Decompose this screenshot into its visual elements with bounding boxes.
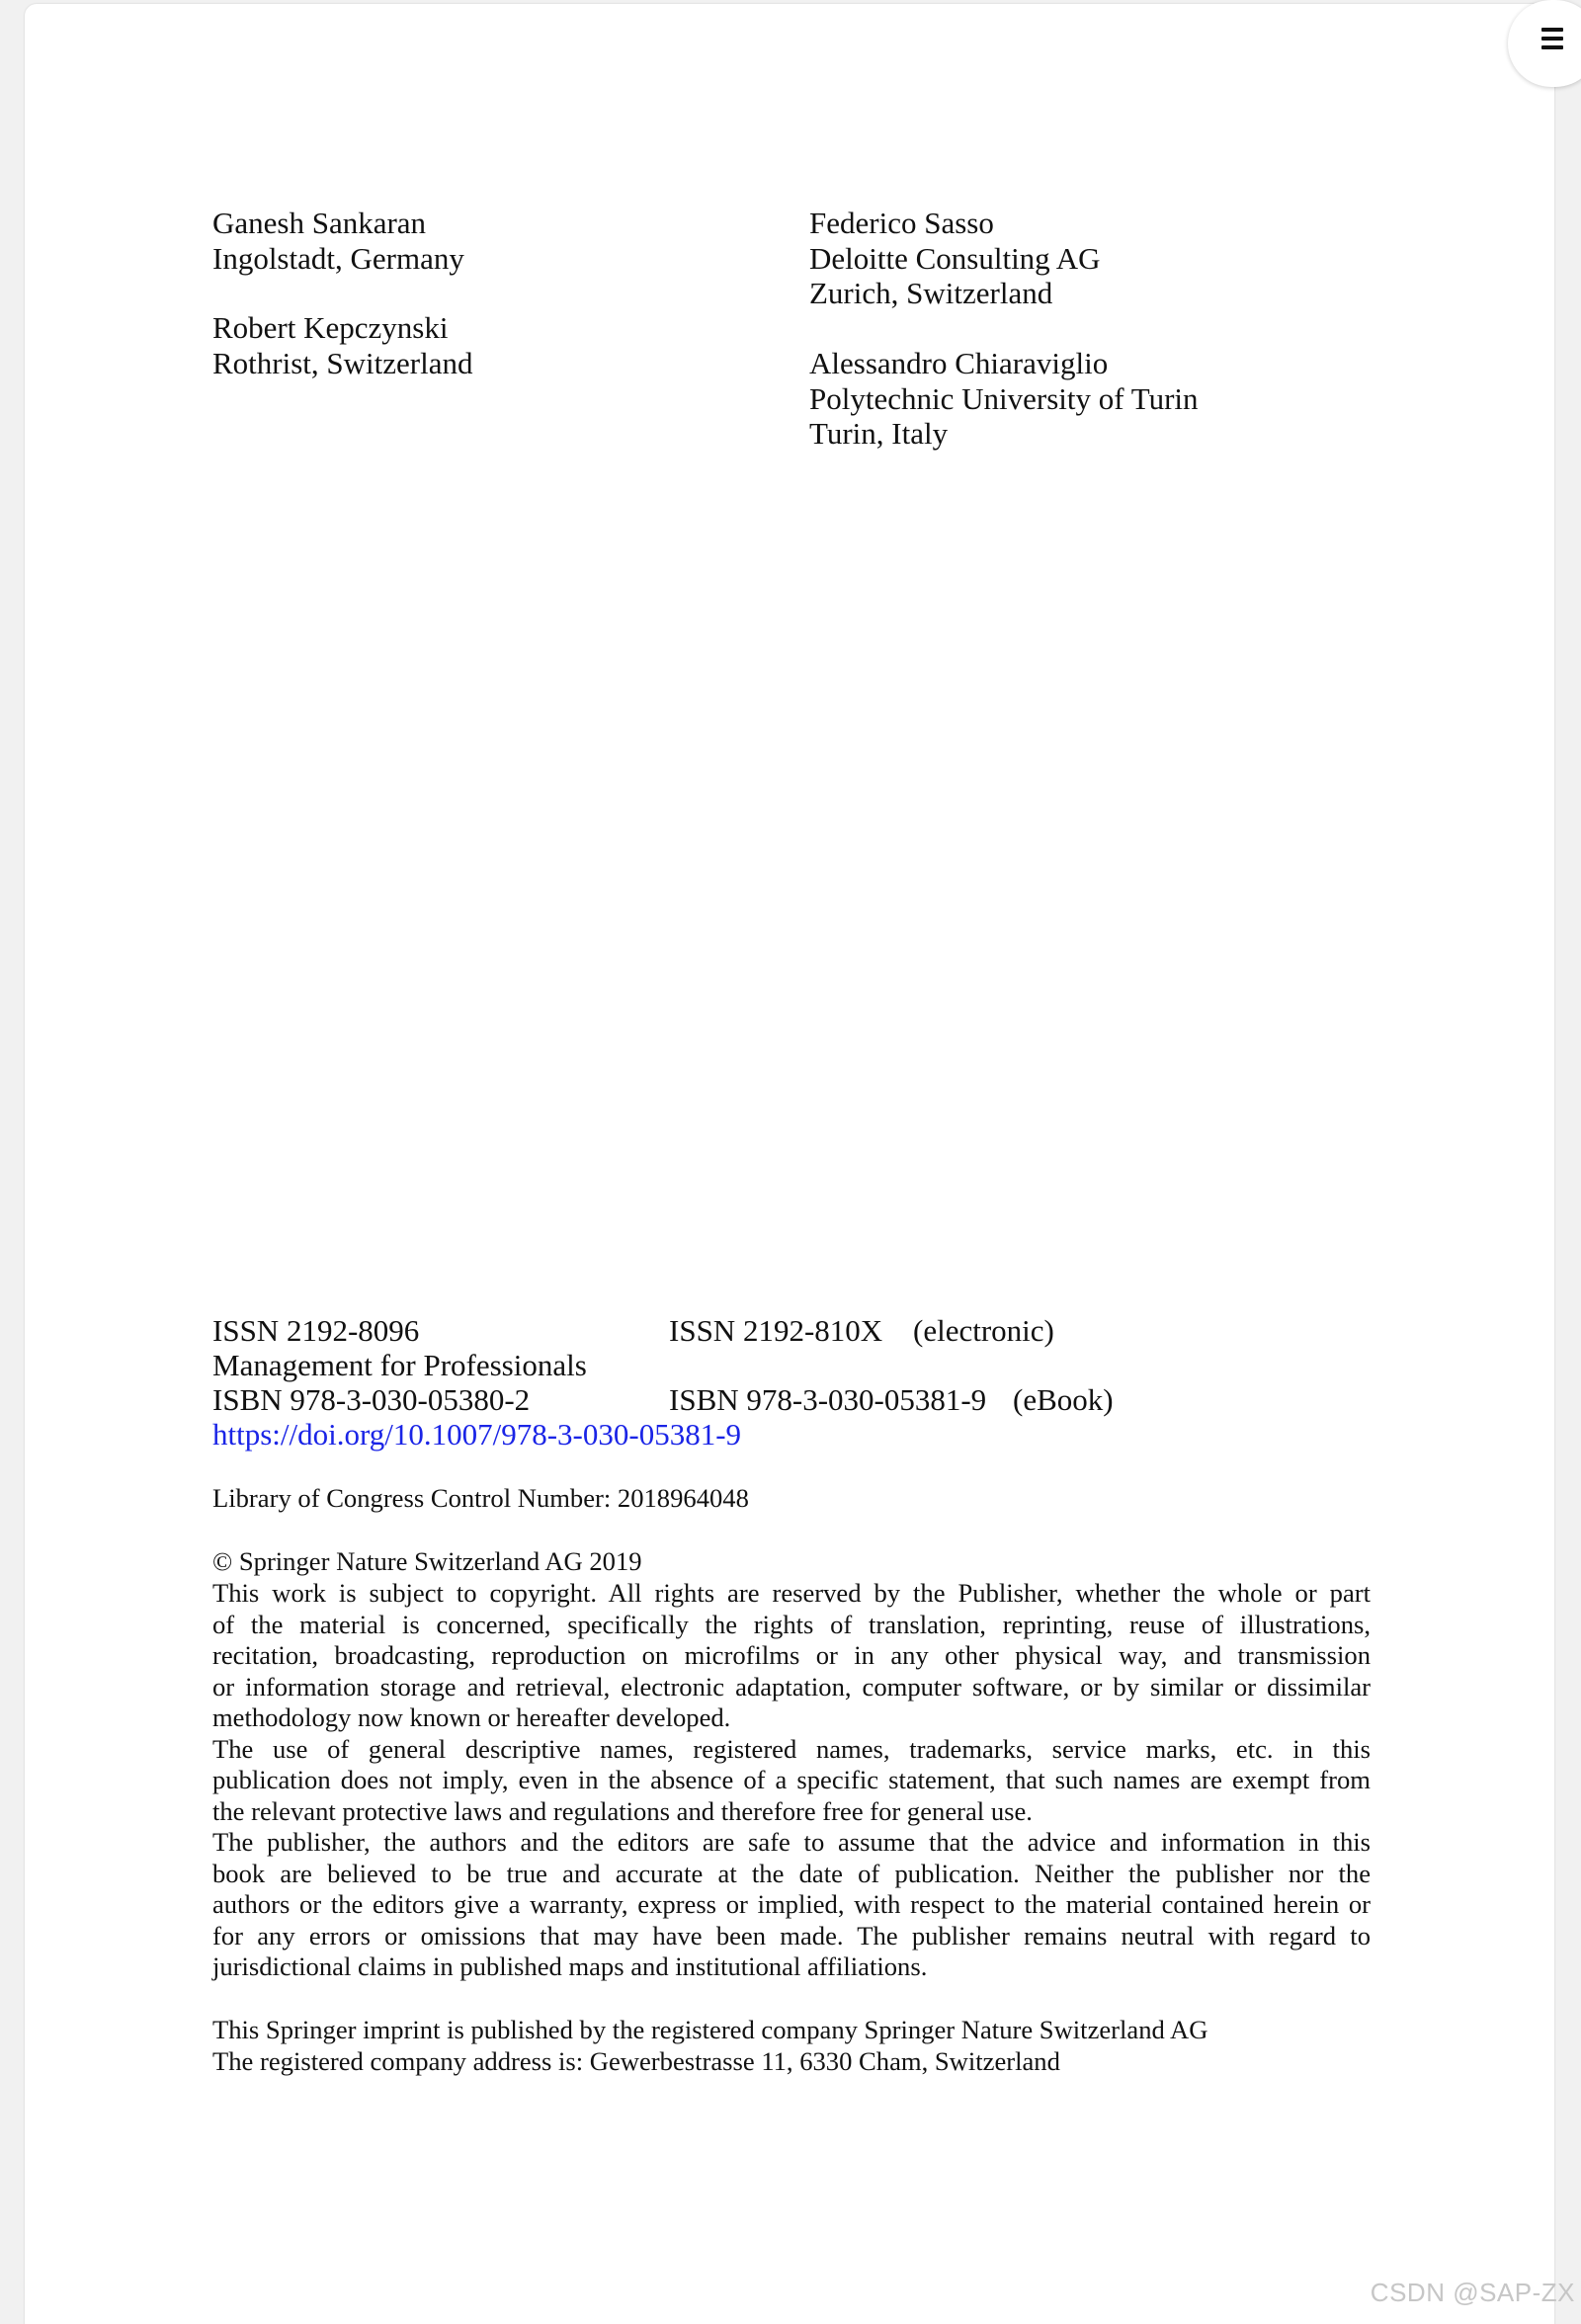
watermark: CSDN @SAP-ZX xyxy=(1370,2278,1575,2307)
text-line: The publisher, the authors and the editors are safe to assume that the advice and information in this xyxy=(212,1827,1371,1857)
lccn: Library of Congress Control Number: 2018964048 xyxy=(212,1483,749,1513)
text-line: of the material is concerned, specifically the rights of translation, reprinting, reuse of illustrations, xyxy=(212,1609,1371,1639)
text-line: methodology now known or hereafter developed. xyxy=(212,1702,731,1732)
doi-link[interactable]: https://doi.org/10.1007/978-3-030-05381-9 xyxy=(212,1417,742,1452)
issn-print: ISSN 2192-8096 xyxy=(212,1313,420,1348)
copyright-notice: © Springer Nature Switzerland AG 2019 xyxy=(212,1546,642,1576)
isbn-ebook-note: (eBook) xyxy=(1013,1382,1114,1417)
text-line: the relevant protective laws and regulations and therefore free for general use. xyxy=(212,1795,1033,1826)
isbn-row xyxy=(212,1382,1201,1417)
author-block-kepczynski xyxy=(212,310,472,380)
imprint-line-1: This Springer imprint is published by the registered company Springer Nature Switzerland AG xyxy=(212,2015,1208,2044)
author-location: Ingolstadt, Germany xyxy=(212,240,464,276)
text-line: publication does not imply, even in the absence of a specific statement, that such names are exempt from xyxy=(212,1765,1371,1794)
imprint-line-2: The registered company address is: Gewerbestrasse 11, 6330 Cham, Switzerland xyxy=(212,2046,1060,2076)
issn-electronic-note: (electronic) xyxy=(913,1313,1054,1348)
author-location: Rothrist, Switzerland xyxy=(212,345,473,380)
author-name: Ganesh Sankaran xyxy=(212,206,427,240)
isbn-ebook: ISBN 978-3-030-05381-9 xyxy=(669,1382,987,1417)
text-line: The use of general descriptive names, registered names, trademarks, service marks, etc. in this xyxy=(212,1733,1371,1764)
author-block-sasso xyxy=(809,206,1101,311)
author-organization: Deloitte Consulting AG xyxy=(809,240,1101,276)
text-line: or information storage and retrieval, electronic adaptation, computer software, or by similar or dissimilar xyxy=(212,1671,1371,1702)
text-line: This work is subject to copyright. All rights are reserved by the Publisher, whether the whole or part xyxy=(212,1578,1371,1608)
book-page xyxy=(25,4,1554,2324)
author-location: Turin, Italy xyxy=(809,416,949,451)
text-line: book are believed to be true and accurate at the date of publication. Neither the publisher nor the xyxy=(212,1858,1371,1888)
text-line: recitation, broadcasting, reproduction on microfilms or in any other physical way, and transmission xyxy=(212,1640,1371,1670)
text-line: authors or the editors give a warranty, express or implied, with respect to the material contained herein or xyxy=(212,1889,1371,1919)
copyright-paragraph-1 xyxy=(212,1578,1371,1983)
doi-line xyxy=(212,1417,741,1452)
author-block-sankaran xyxy=(212,206,464,276)
issn-row xyxy=(212,1313,1201,1348)
isbn-print: ISBN 978-3-030-05380-2 xyxy=(212,1382,531,1417)
author-name: Alessandro Chiaraviglio xyxy=(809,346,1109,380)
text-line: for any errors or omissions that may have been made. The publisher remains neutral with regard to xyxy=(212,1920,1371,1950)
author-name: Robert Kepczynski xyxy=(212,310,449,345)
author-location: Zurich, Switzerland xyxy=(809,276,1053,310)
text-line: jurisdictional claims in published maps and institutional affiliations. xyxy=(212,1951,928,1981)
author-organization: Polytechnic University of Turin xyxy=(809,380,1199,416)
author-block-chiaraviglio xyxy=(809,346,1199,452)
author-name: Federico Sasso xyxy=(809,206,994,240)
hamburger-menu-icon xyxy=(1541,26,1563,51)
issn-electronic: ISSN 2192-810X xyxy=(669,1313,883,1348)
series-title: Management for Professionals xyxy=(212,1348,587,1382)
